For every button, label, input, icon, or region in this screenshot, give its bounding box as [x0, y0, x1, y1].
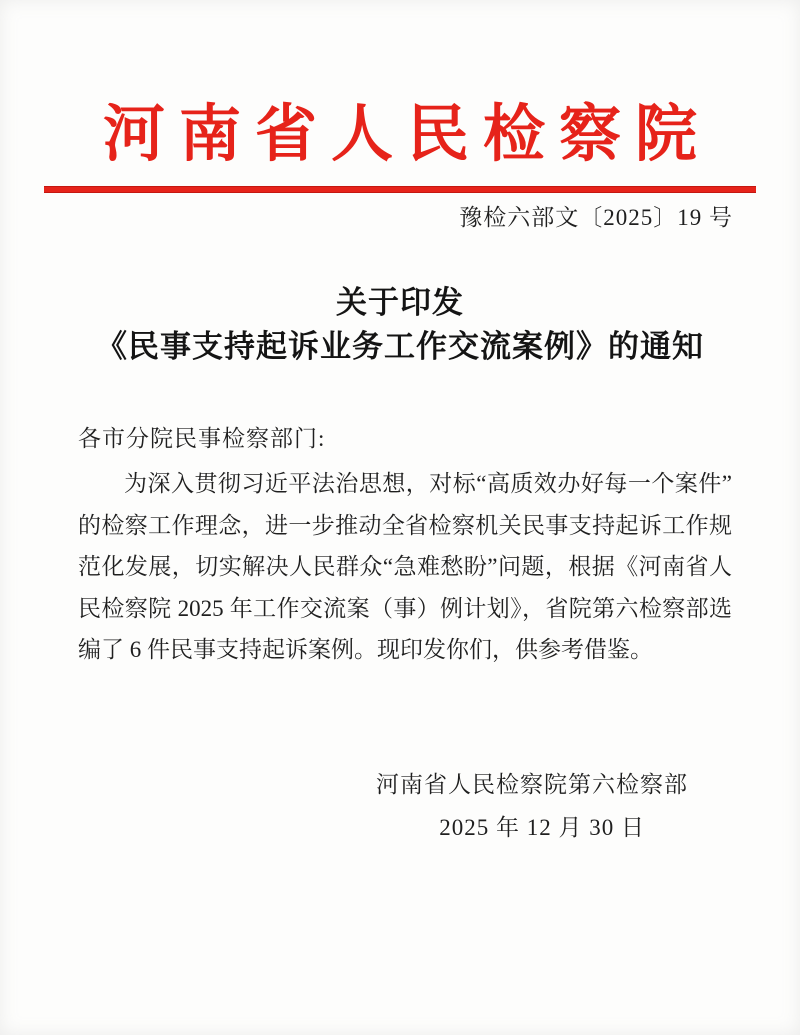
body-line: 民检察院 2025 年工作交流案（事）例计划》，省院第六检察部选 [78, 595, 732, 621]
signature-date: 2025 年 12 月 30 日 [439, 815, 645, 840]
body-line: 的检察工作理念，进一步推动全省检察机关民事支持起诉工作规 [78, 512, 732, 538]
document-number: 豫检六部文〔2025〕19 号 [459, 205, 733, 230]
document-title-line2: 《民事支持起诉业务工作交流案例》的通知 [96, 329, 704, 364]
salutation: 各市分院民事检察部门: [78, 426, 326, 451]
red-divider-rule [44, 186, 756, 193]
body-line: 编了 6 件民事支持起诉案例。现印发你们，供参考借鉴。 [78, 637, 653, 662]
signature-department: 河南省人民检察院第六检察部 [376, 772, 688, 797]
body-line: 为深入贯彻习近平法治思想，对标“高质效办好每一个案件” [124, 471, 732, 496]
document-title-line1: 关于印发 [336, 285, 464, 320]
agency-title: 河南省人民检察院 [102, 101, 711, 169]
body-paragraph [78, 463, 732, 671]
body-line: 范化发展，切实解决人民群众“急难愁盼”问题，根据《河南省人 [78, 554, 732, 579]
document-title [0, 281, 800, 369]
